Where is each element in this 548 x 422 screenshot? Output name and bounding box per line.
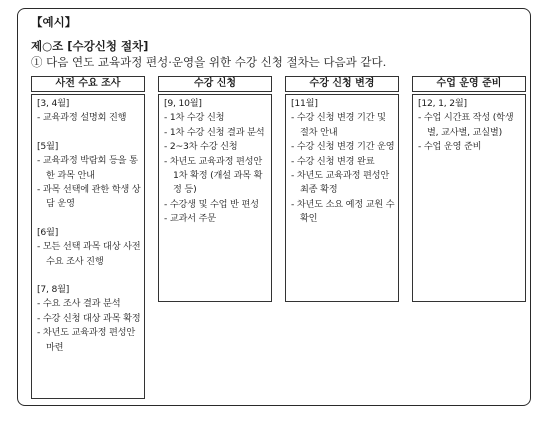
list-item: - 수강 신청 변경 완료 — [291, 155, 375, 167]
list-item: - 수강 신청 변경 기간 운영 — [291, 141, 395, 153]
list-item: - 과목 선택에 관한 학생 상담 운영 — [37, 184, 141, 210]
list-item: - 수업 운영 준비 — [418, 141, 482, 153]
list-item: - 차년도 교육과정 편성안 최종 확정 — [291, 170, 390, 196]
list-item: - 1차 수강 신청 — [164, 112, 225, 124]
column-body — [31, 94, 145, 399]
period-group — [291, 97, 395, 227]
period-label: [11월] — [291, 98, 318, 109]
list-item: - 1차 수강 신청 결과 분석 — [164, 126, 265, 138]
column-header: 수업 운영 준비 — [412, 76, 526, 92]
period-label: [12, 1, 2월] — [418, 98, 467, 109]
column-course-registration — [158, 76, 272, 302]
period-label: [7, 8월] — [37, 284, 70, 296]
column-body — [412, 94, 526, 302]
column-pre-survey — [31, 76, 145, 399]
column-body — [158, 94, 272, 302]
list-item: - 수업 시간표 작성 (학생별, 교사별, 교실별) — [418, 112, 514, 138]
column-registration-change — [285, 76, 399, 302]
article-title: 제○조 [수강신청 절차] — [31, 39, 149, 53]
list-item: - 수요 조사 결과 분석 — [37, 298, 121, 310]
column-header: 수강 신청 — [158, 76, 272, 92]
period-label: [3, 4월] — [37, 98, 70, 109]
period-group — [37, 283, 141, 355]
column-class-preparation — [412, 76, 526, 302]
list-item: - 교육과정 설명회 진행 — [37, 112, 127, 124]
list-item: - 교육과정 박람회 등을 통한 과목 안내 — [37, 155, 138, 181]
period-group — [164, 97, 268, 227]
period-group — [37, 226, 141, 269]
list-item: - 2~3차 수강 신청 — [164, 141, 238, 153]
list-item: - 모든 선택 과목 대상 사전 수요 조사 진행 — [37, 241, 141, 267]
period-label: [6월] — [37, 226, 59, 238]
period-group — [37, 140, 141, 212]
list-item: - 차년도 소요 예정 교원 수 확인 — [291, 198, 395, 225]
list-item: - 교과서 주문 — [164, 213, 216, 225]
period-label: [5월] — [37, 140, 59, 152]
list-item: - 수강생 및 수업 반 편성 — [164, 198, 259, 210]
list-item: - 수강 신청 대상 과목 확정 — [37, 312, 141, 324]
period-group — [37, 97, 141, 126]
list-item: - 수강 신청 변경 기간 및 절차 안내 — [291, 112, 386, 138]
period-group — [418, 97, 522, 155]
column-body — [285, 94, 399, 302]
example-tag: 【예시】 — [31, 15, 77, 29]
column-header: 수강 신청 변경 — [285, 76, 399, 92]
list-item: - 차년도 교육과정 편성안 1차 확정 (개설 과목 확정 등) — [164, 155, 263, 196]
period-label: [9, 10월] — [164, 98, 202, 109]
intro-paragraph: ① 다음 연도 교육과정 편성·운영을 위한 수강 신청 절차는 다음과 같다. — [31, 55, 387, 69]
list-item: - 차년도 교육과정 편성안 마련 — [37, 327, 136, 353]
column-header: 사전 수요 조사 — [31, 76, 145, 92]
